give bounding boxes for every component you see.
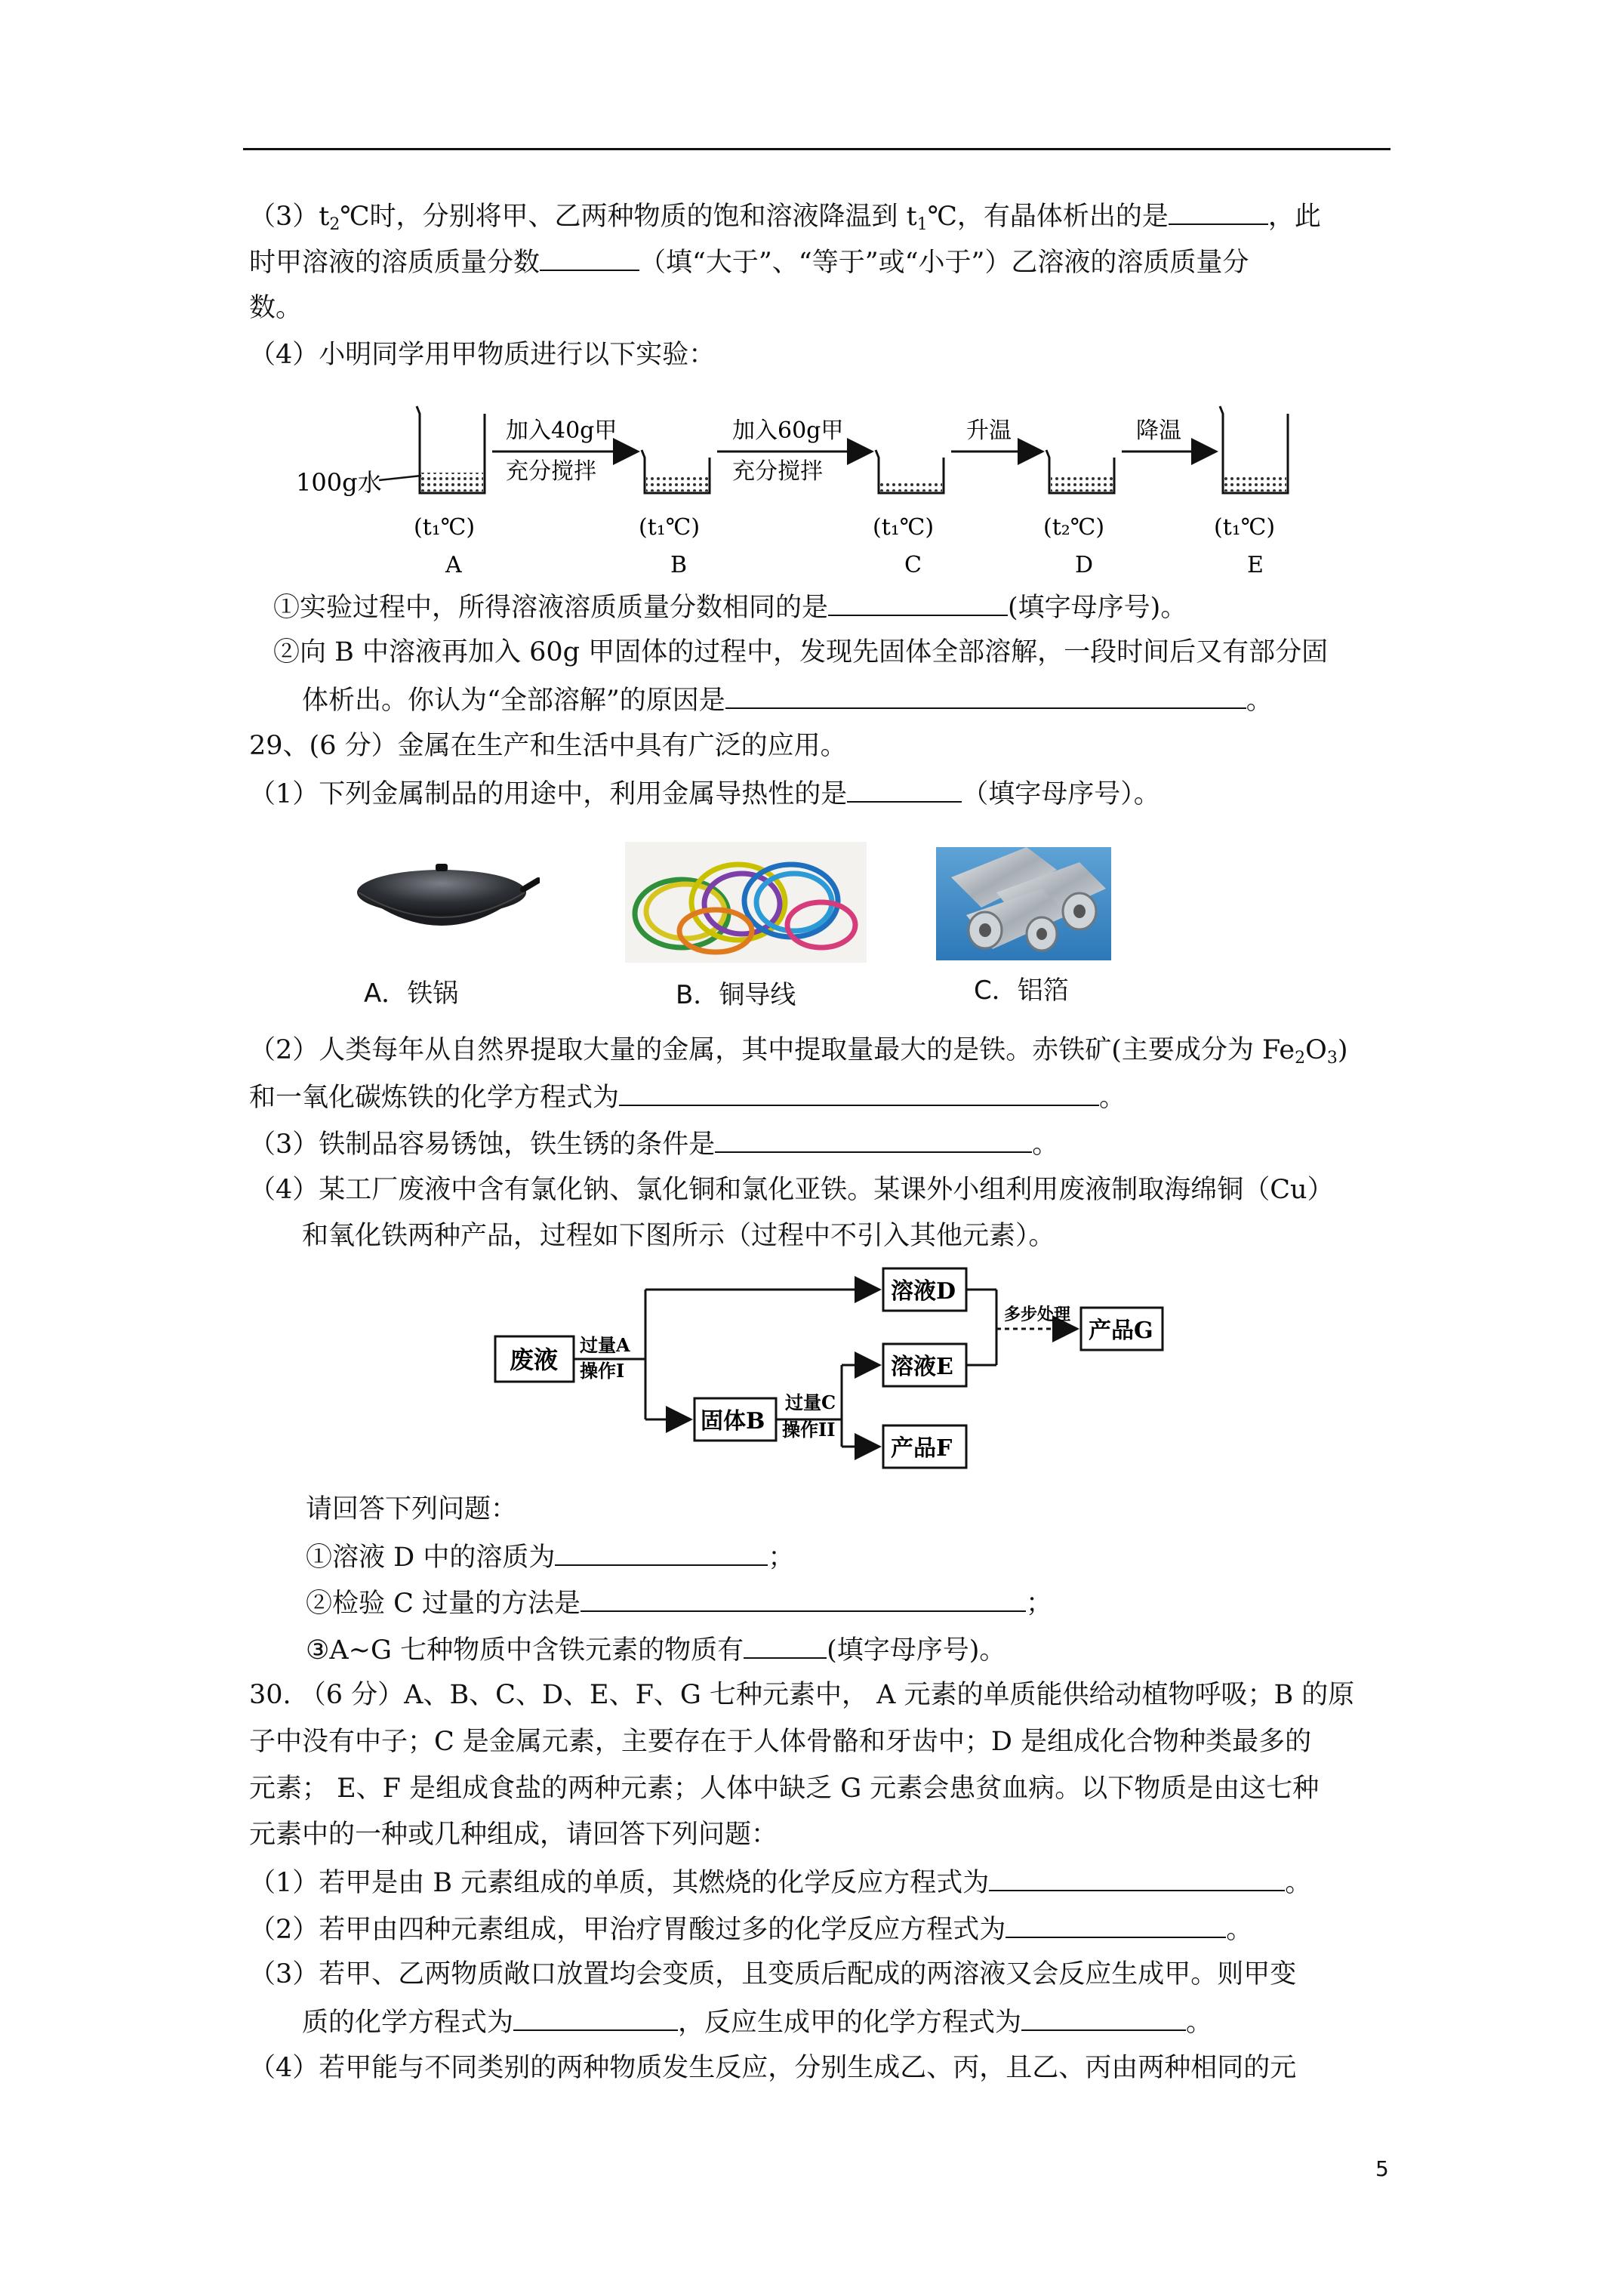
arrow1-bottom-label: 充分搅拌 bbox=[506, 458, 596, 485]
aluminum-foil-image bbox=[936, 847, 1111, 960]
q29-answer-1: ①溶液 D 中的溶质为 ； bbox=[306, 1539, 794, 1575]
product-g-label: 产品G bbox=[1089, 1318, 1153, 1344]
q28-4-sub1: ①实验过程中，所得溶液溶质质量分数相同的是 (填字母序号)。 bbox=[273, 589, 1187, 625]
letter-a: A bbox=[445, 552, 462, 578]
answer-blank[interactable] bbox=[744, 1632, 827, 1659]
q29-1: （1）下列金属制品的用途中，利用金属导热性的是 （填字母序号）。 bbox=[249, 775, 1160, 812]
q30-line3: 元素； E、F 是组成食盐的两种元素；人体中缺乏 G 元素会患贫血病。以下物质是由这七种 bbox=[249, 1774, 1320, 1804]
q28-3-line2: 时甲溶液的溶质质量分数 （填“大于”、“等于”或“小于”）乙溶液的溶质质量分 bbox=[249, 244, 1249, 280]
letter-c: C bbox=[904, 552, 922, 578]
q30-1: （1）若甲是由 B 元素组成的单质，其燃烧的化学反应方程式为 。 bbox=[249, 1864, 1311, 1900]
answer-blank[interactable] bbox=[540, 244, 639, 271]
excess-c-label: 过量C bbox=[785, 1391, 836, 1413]
q30-line4: 元素中的一种或几种组成，请回答下列问题： bbox=[249, 1820, 778, 1850]
multi-step-label: 多步处理 bbox=[1004, 1305, 1071, 1324]
solute-layer-d bbox=[1051, 474, 1113, 492]
solute-layer-b bbox=[646, 476, 708, 492]
q29-title: 29、(6 分）金属在生产和生活中具有广泛的应用。 bbox=[249, 731, 847, 761]
answer-blank[interactable] bbox=[715, 1126, 1032, 1153]
solution-d-label: 溶液D bbox=[891, 1278, 956, 1305]
waste-label: 废液 bbox=[510, 1345, 559, 1374]
q29-answer-3: ③A~G 七种物质中含铁元素的物质有 (填字母序号)。 bbox=[306, 1632, 1006, 1668]
solute-layer-a bbox=[421, 473, 483, 492]
q28-4-sub2-line1: ②向 B 中溶液再加入 60g 甲固体的过程中，发现先固体全部溶解，一段时间后又有部分固 bbox=[273, 637, 1329, 667]
arrow4-label: 降温 bbox=[1136, 418, 1181, 444]
letter-b: B bbox=[670, 552, 688, 578]
q29-4-line1: （4）某工厂废液中含有氯化钠、氯化铜和氯化亚铁。某课外小组利用废液制取海绵铜（Cu） bbox=[249, 1175, 1334, 1205]
q30-line1: 30. （6 分）A、B、C、D、E、F、G 七种元素中， A 元素的单质能供给动植物呼吸；B 的原 bbox=[249, 1680, 1355, 1710]
answer-blank[interactable] bbox=[828, 589, 1008, 616]
arrow2-top-label: 加入60g甲 bbox=[732, 418, 844, 444]
header-rule bbox=[243, 148, 1390, 150]
item-c-caption: C．铝箔 bbox=[974, 975, 1069, 1006]
item-b-caption: B．铜导线 bbox=[676, 980, 796, 1010]
arrow3-label: 升温 bbox=[966, 418, 1012, 444]
temp-b: (t₁℃) bbox=[639, 514, 701, 541]
answer-blank[interactable] bbox=[725, 682, 1246, 709]
arrow2-bottom-label: 充分搅拌 bbox=[732, 458, 823, 485]
answer-blank[interactable] bbox=[513, 2004, 678, 2031]
solute-layer-c bbox=[880, 482, 942, 492]
operation-2-label: 操作II bbox=[782, 1419, 836, 1441]
q28-4-sub2-line2: 体析出。你认为“全部溶解”的原因是 。 bbox=[302, 682, 1273, 718]
q29-4-line2: 和氧化铁两种产品，过程如下图所示（过程中不引入其他元素）。 bbox=[302, 1221, 1055, 1251]
answer-blank[interactable] bbox=[581, 1585, 1026, 1612]
answer-blank[interactable] bbox=[1169, 198, 1268, 225]
q29-3: （3）铁制品容易锈蚀，铁生锈的条件是 。 bbox=[249, 1126, 1058, 1162]
temp-d: (t₂℃) bbox=[1043, 514, 1105, 541]
temp-c: (t₁℃) bbox=[873, 514, 935, 541]
q29-ask: 请回答下列问题： bbox=[306, 1494, 518, 1524]
water-label: 100g水 bbox=[296, 468, 382, 497]
waste-liquid-flow-diagram bbox=[491, 1261, 1170, 1476]
solute-layer-e bbox=[1224, 474, 1286, 492]
q29-2-line2: 和一氧化碳炼铁的化学方程式为 。 bbox=[249, 1079, 1126, 1115]
answer-blank[interactable] bbox=[989, 1864, 1285, 1891]
iron-wok-image bbox=[343, 853, 540, 948]
q29-2-line1: （2）人类每年从自然界提取大量的金属，其中提取量最大的是铁。赤铁矿(主要成分为 $Fe_2O_3$) bbox=[249, 1035, 1348, 1068]
temp-e: (t₁℃) bbox=[1214, 514, 1276, 541]
q30-2: （2）若甲由四种元素组成，甲治疗胃酸过多的化学反应方程式为 。 bbox=[249, 1911, 1252, 1947]
product-f-label: 产品F bbox=[891, 1435, 953, 1462]
answer-blank[interactable] bbox=[555, 1539, 768, 1566]
letter-e: E bbox=[1247, 552, 1264, 578]
temp-a: (t₁℃) bbox=[414, 514, 476, 541]
arrow1-top-label: 加入40g甲 bbox=[506, 418, 617, 444]
q28-3-line1: $(3)t_2℃$时，分别将甲、乙两种物质的饱和溶液降温到 $t_1℃$，有晶体析出的是 ，此 bbox=[249, 198, 1321, 242]
page-number: 5 bbox=[1375, 2156, 1389, 2181]
q28-4-title: （4）小明同学用甲物质进行以下实验： bbox=[249, 340, 716, 370]
operation-1-label: 操作I bbox=[580, 1360, 625, 1382]
q30-line2: 子中没有中子；C 是金属元素，主要存在于人体骨骼和牙齿中；D 是组成化合物种类最多的 bbox=[249, 1727, 1312, 1757]
item-a-caption: A．铁锅 bbox=[364, 978, 459, 1009]
letter-d: D bbox=[1075, 552, 1094, 578]
answer-blank[interactable] bbox=[1006, 1911, 1226, 1938]
beaker-experiment-diagram bbox=[287, 391, 1329, 587]
solution-e-label: 溶液E bbox=[891, 1354, 953, 1380]
q29-answer-2: ②检验 C 过量的方法是 ； bbox=[306, 1585, 1052, 1621]
excess-a-label: 过量A bbox=[580, 1334, 630, 1356]
q30-3-line1: （3）若甲、乙两物质敞口放置均会变质，且变质后配成的两溶液又会反应生成甲。则甲变 bbox=[249, 1959, 1297, 1989]
answer-blank[interactable] bbox=[1021, 2004, 1186, 2031]
answer-blank[interactable] bbox=[619, 1079, 1099, 1106]
copper-wire-image bbox=[625, 842, 867, 963]
q30-4: （4）若甲能与不同类别的两种物质发生反应，分别生成乙、丙，且乙、丙由两种相同的元 bbox=[249, 2053, 1297, 2083]
solid-b-label: 固体B bbox=[701, 1408, 765, 1435]
q30-3-line2: 质的化学方程式为 ，反应生成甲的化学方程式为 。 bbox=[302, 2004, 1212, 2040]
answer-blank[interactable] bbox=[847, 775, 962, 803]
q28-3-line3: 数。 bbox=[249, 293, 303, 323]
